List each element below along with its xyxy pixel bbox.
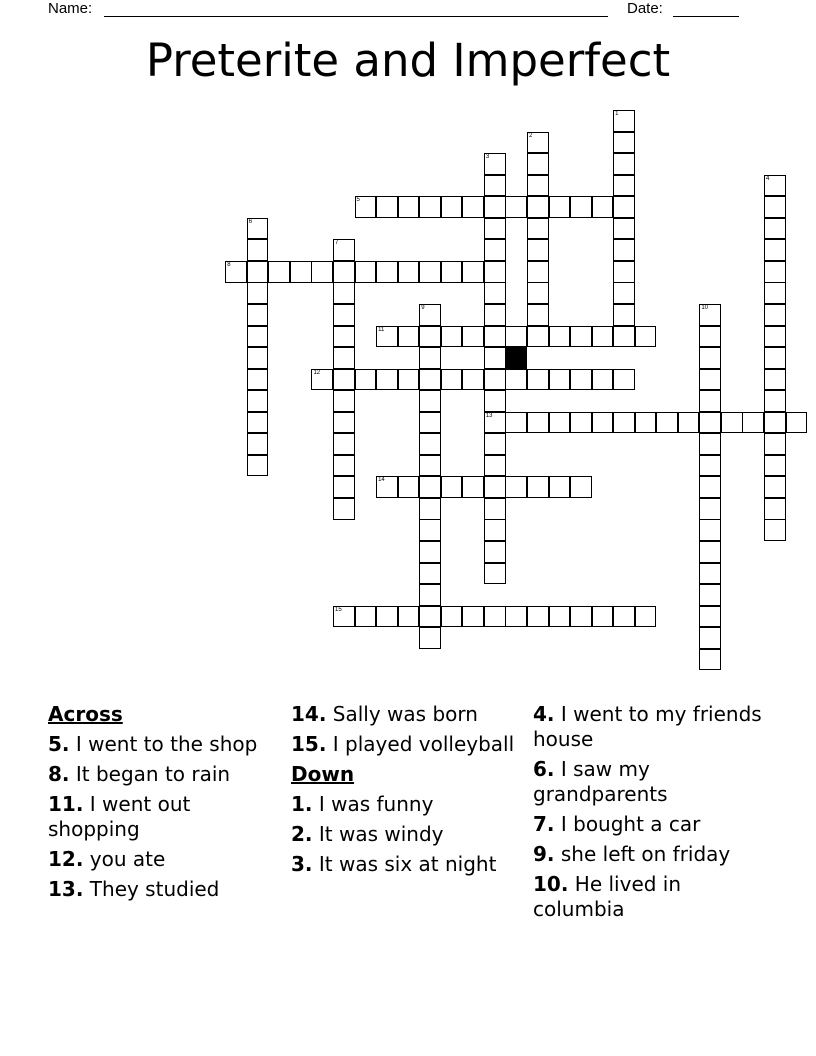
grid-cell[interactable]	[419, 347, 441, 369]
clue-number: 3	[485, 154, 490, 161]
clue-number: 10	[701, 304, 709, 311]
grid-cell[interactable]	[699, 584, 721, 606]
grid-cell[interactable]	[398, 196, 420, 218]
grid-cell[interactable]	[678, 412, 700, 434]
grid-cell[interactable]	[333, 390, 355, 412]
grid-cell[interactable]	[419, 519, 441, 541]
grid-cell[interactable]	[764, 498, 786, 520]
clue-text: you ate	[83, 847, 166, 871]
grid-cell[interactable]	[333, 606, 355, 628]
grid-cell[interactable]	[333, 326, 355, 348]
grid-cell[interactable]	[764, 369, 786, 391]
grid-cell[interactable]	[484, 498, 506, 520]
clue-number: 11	[378, 326, 385, 333]
grid-cell[interactable]	[699, 326, 721, 348]
grid-cell[interactable]	[484, 606, 506, 628]
clue-text: I went out shopping	[48, 792, 191, 841]
grid-cell[interactable]	[613, 239, 635, 261]
grid-cell[interactable]	[398, 261, 420, 283]
clue-item	[48, 877, 278, 902]
clue-number: 9	[421, 304, 425, 311]
grid-cell[interactable]	[355, 606, 377, 628]
clue-number: 14.	[291, 702, 327, 726]
clue-number: 5	[356, 197, 360, 204]
grid-cell[interactable]	[441, 196, 463, 218]
clue-number: 5.	[48, 732, 70, 756]
grid-cell[interactable]	[613, 282, 635, 304]
grid-cell[interactable]	[247, 218, 269, 240]
grid-cell[interactable]	[398, 606, 420, 628]
grid-cell[interactable]	[462, 606, 484, 628]
grid-cell[interactable]	[527, 326, 549, 348]
clue-number: 13.	[48, 877, 84, 901]
clue-number: 7	[335, 240, 339, 247]
clue-text: He lived in columbia	[533, 872, 682, 921]
grid-cell[interactable]	[505, 476, 527, 498]
clue-number: 12.	[48, 847, 84, 871]
grid-cell[interactable]	[764, 412, 786, 434]
grid-cell[interactable]	[764, 390, 786, 412]
grid-cell[interactable]	[376, 476, 398, 498]
grid-cell[interactable]	[613, 110, 635, 132]
grid-cell[interactable]	[419, 433, 441, 455]
grid-cell[interactable]	[376, 326, 398, 348]
grid-cell[interactable]	[505, 369, 527, 391]
grid-cell[interactable]	[441, 476, 463, 498]
grid-cell[interactable]	[398, 326, 420, 348]
grid-cell[interactable]	[764, 261, 786, 283]
grid-cell[interactable]	[527, 369, 549, 391]
clue-item	[533, 702, 763, 752]
clue-text: It was six at night	[312, 852, 497, 876]
clue-item	[533, 842, 763, 867]
grid-cell[interactable]	[419, 606, 441, 628]
grid-cell[interactable]	[527, 196, 549, 218]
grid-cell[interactable]	[592, 412, 614, 434]
clue-text: I played volleyball	[326, 732, 515, 756]
grid-cell[interactable]	[484, 175, 506, 197]
grid-cell[interactable]	[462, 476, 484, 498]
grid-cell[interactable]	[484, 304, 506, 326]
grid-cell[interactable]	[527, 218, 549, 240]
grid-cell[interactable]	[570, 412, 592, 434]
grid-cell[interactable]	[484, 433, 506, 455]
grid-cell[interactable]	[613, 326, 635, 348]
grid-cell[interactable]	[699, 390, 721, 412]
grid-cell[interactable]	[721, 412, 743, 434]
grid-cell[interactable]	[549, 369, 571, 391]
clue-item	[291, 792, 521, 817]
clue-number: 9.	[533, 842, 555, 866]
grid-cell[interactable]	[484, 541, 506, 563]
grid-cell[interactable]	[484, 390, 506, 412]
grid-cell[interactable]	[419, 369, 441, 391]
grid-cell[interactable]	[333, 412, 355, 434]
grid-cell[interactable]	[419, 498, 441, 520]
grid-cell[interactable]	[570, 476, 592, 498]
grid-cell[interactable]	[764, 196, 786, 218]
clue-item	[291, 702, 521, 727]
grid-cell[interactable]	[419, 563, 441, 585]
grid-cell[interactable]	[635, 326, 657, 348]
grid-cell[interactable]	[333, 476, 355, 498]
clue-number: 6	[248, 218, 253, 225]
grid-cell[interactable]	[484, 347, 506, 369]
grid-cell[interactable]	[311, 261, 333, 283]
grid-cell[interactable]	[527, 476, 549, 498]
grid-cell[interactable]	[247, 412, 269, 434]
clue-number: 7.	[533, 812, 555, 836]
clue-number: 2	[528, 132, 533, 139]
grid-cell[interactable]	[592, 606, 614, 628]
name-label: Name:	[48, 0, 93, 17]
clue-item	[48, 847, 278, 872]
grid-cell[interactable]	[549, 606, 571, 628]
grid-cell[interactable]	[613, 606, 635, 628]
grid-cell[interactable]	[247, 369, 269, 391]
grid-cell[interactable]	[290, 261, 312, 283]
clue-text: I went to my friends house	[533, 702, 762, 751]
grid-cell[interactable]	[462, 326, 484, 348]
grid-cell[interactable]	[613, 175, 635, 197]
grid-cell[interactable]	[484, 218, 506, 240]
grid-cell[interactable]	[549, 412, 571, 434]
clues-column-2	[291, 702, 521, 882]
clue-text: I saw my grandparents	[533, 757, 668, 806]
grid-cell[interactable]	[462, 196, 484, 218]
grid-cell[interactable]	[333, 498, 355, 520]
grid-cell[interactable]	[699, 476, 721, 498]
grid-cell[interactable]	[247, 326, 269, 348]
across-heading: Across	[48, 702, 123, 726]
grid-cell[interactable]	[592, 326, 614, 348]
grid-cell[interactable]	[484, 369, 506, 391]
grid-cell[interactable]	[419, 304, 441, 326]
grid-cell[interactable]	[570, 606, 592, 628]
grid-cell[interactable]	[592, 196, 614, 218]
grid-cell[interactable]	[699, 347, 721, 369]
grid-cell[interactable]	[225, 261, 247, 283]
clue-number: 4.	[533, 702, 555, 726]
grid-cell[interactable]	[527, 132, 549, 154]
clue-item	[533, 872, 763, 922]
grid-cell[interactable]	[419, 541, 441, 563]
grid-cell[interactable]	[484, 153, 506, 175]
grid-cell[interactable]	[570, 196, 592, 218]
grid-cell[interactable]	[549, 326, 571, 348]
grid-cell[interactable]	[505, 326, 527, 348]
grid-cell[interactable]	[764, 519, 786, 541]
grid-cell[interactable]	[484, 282, 506, 304]
grid-cell[interactable]	[527, 412, 549, 434]
grid-cell[interactable]	[247, 261, 269, 283]
grid-cell[interactable]	[699, 455, 721, 477]
grid-cell[interactable]	[699, 412, 721, 434]
grid-cell[interactable]	[699, 433, 721, 455]
clue-item	[533, 757, 763, 807]
grid-cell[interactable]	[527, 282, 549, 304]
grid-cell[interactable]	[764, 304, 786, 326]
grid-cell[interactable]	[376, 196, 398, 218]
grid-cell[interactable]	[592, 369, 614, 391]
grid-cell[interactable]	[462, 261, 484, 283]
grid-cell[interactable]	[419, 326, 441, 348]
grid-cell[interactable]	[527, 239, 549, 261]
clue-number: 14	[378, 477, 385, 484]
grid-cell[interactable]	[311, 369, 333, 391]
clue-number: 1	[615, 111, 619, 117]
grid-cell[interactable]	[419, 261, 441, 283]
grid-cell[interactable]	[613, 412, 635, 434]
clue-number: 11.	[48, 792, 84, 816]
grid-cell[interactable]	[549, 196, 571, 218]
grid-cell[interactable]	[699, 649, 721, 671]
grid-cell[interactable]	[484, 519, 506, 541]
clue-number: 13	[485, 412, 493, 419]
clue-item	[291, 822, 521, 847]
grid-cell[interactable]	[484, 563, 506, 585]
grid-cell[interactable]	[268, 261, 290, 283]
grid-cell[interactable]	[613, 304, 635, 326]
grid-cell[interactable]	[764, 282, 786, 304]
grid-cell[interactable]	[699, 606, 721, 628]
grid-cell[interactable]	[419, 390, 441, 412]
clue-text: It was windy	[312, 822, 444, 846]
clue-item	[291, 732, 521, 757]
grid-cell[interactable]	[613, 132, 635, 154]
clues-column-3	[533, 702, 763, 927]
grid-cell[interactable]	[527, 175, 549, 197]
grid-cell[interactable]	[764, 218, 786, 240]
grid-cell[interactable]	[699, 304, 721, 326]
grid-cell[interactable]	[333, 433, 355, 455]
grid-cell[interactable]	[441, 369, 463, 391]
grid-cell[interactable]	[419, 196, 441, 218]
clue-number: 3.	[291, 852, 313, 876]
grid-cell[interactable]	[419, 584, 441, 606]
grid-cell[interactable]	[419, 455, 441, 477]
clue-number: 12	[313, 369, 321, 376]
grid-cell[interactable]	[699, 563, 721, 585]
grid-cell[interactable]	[441, 606, 463, 628]
grid-cell[interactable]	[484, 455, 506, 477]
grid-cell[interactable]	[570, 326, 592, 348]
grid-cell[interactable]	[355, 196, 377, 218]
date-label: Date:	[627, 0, 663, 17]
grid-cell[interactable]	[484, 326, 506, 348]
grid-cell[interactable]	[333, 239, 355, 261]
clue-number: 15	[335, 606, 342, 613]
grid-cell[interactable]	[742, 412, 764, 434]
clue-text: she left on friday	[554, 842, 731, 866]
grid-cell[interactable]	[549, 476, 571, 498]
grid-cell[interactable]	[247, 239, 269, 261]
grid-cell[interactable]	[699, 541, 721, 563]
grid-cell[interactable]	[484, 476, 506, 498]
grid-cell[interactable]	[699, 627, 721, 649]
clue-text: Sally was born	[326, 702, 478, 726]
grid-cell[interactable]	[613, 369, 635, 391]
clue-text: It began to rain	[69, 762, 231, 786]
clue-number: 4	[766, 175, 770, 182]
grid-cell[interactable]	[527, 606, 549, 628]
grid-cell[interactable]	[505, 196, 527, 218]
grid-cell[interactable]	[355, 369, 377, 391]
grid-cell[interactable]	[505, 606, 527, 628]
grid-cell[interactable]	[570, 369, 592, 391]
grid-cell[interactable]	[613, 196, 635, 218]
clue-text: They studied	[83, 877, 220, 901]
grid-cell[interactable]	[656, 412, 678, 434]
grid-cell[interactable]	[764, 347, 786, 369]
grid-cell[interactable]	[419, 412, 441, 434]
grid-cell[interactable]	[635, 606, 657, 628]
grid-cell[interactable]	[333, 369, 355, 391]
grid-cell[interactable]	[247, 304, 269, 326]
grid-cell[interactable]	[462, 369, 484, 391]
clues-column-1	[48, 702, 278, 907]
grid-cell[interactable]	[247, 282, 269, 304]
grid-cell[interactable]	[247, 347, 269, 369]
grid-cell[interactable]	[764, 326, 786, 348]
grid-cell[interactable]	[635, 412, 657, 434]
clue-item	[48, 792, 278, 842]
clue-number: 6.	[533, 757, 555, 781]
grid-cell[interactable]	[333, 304, 355, 326]
grid-cell[interactable]	[764, 433, 786, 455]
grid-cell[interactable]	[376, 369, 398, 391]
grid-cell[interactable]	[484, 412, 506, 434]
grid-cell[interactable]	[527, 304, 549, 326]
clue-item	[533, 812, 763, 837]
grid-cell[interactable]	[333, 282, 355, 304]
grid-cell[interactable]	[355, 261, 377, 283]
grid-cell[interactable]	[247, 455, 269, 477]
grid-cell[interactable]	[419, 627, 441, 649]
grid-cell[interactable]	[333, 347, 355, 369]
page-title: Preterite and Imperfect	[145, 34, 671, 87]
clue-number: 1.	[291, 792, 313, 816]
clue-number: 8.	[48, 762, 70, 786]
grid-cell[interactable]	[441, 261, 463, 283]
grid-cell[interactable]	[376, 606, 398, 628]
clue-number: 15.	[291, 732, 327, 756]
grid-cell[interactable]	[484, 196, 506, 218]
grid-cell[interactable]	[333, 261, 355, 283]
clue-number: 2.	[291, 822, 313, 846]
clue-number: 8	[227, 261, 231, 268]
clue-text: I bought a car	[554, 812, 701, 836]
grid-cell[interactable]	[484, 261, 506, 283]
grid-cell[interactable]	[398, 476, 420, 498]
grid-cell[interactable]	[247, 390, 269, 412]
clue-item	[48, 762, 278, 787]
down-heading: Down	[291, 762, 355, 786]
grid-cell[interactable]	[398, 369, 420, 391]
grid-cell[interactable]	[527, 153, 549, 175]
grid-cell[interactable]	[484, 239, 506, 261]
grid-cell[interactable]	[764, 476, 786, 498]
clue-item	[291, 852, 521, 877]
grid-cell[interactable]	[764, 175, 786, 197]
grid-cell[interactable]	[613, 153, 635, 175]
grid-cell[interactable]	[699, 498, 721, 520]
grid-cell[interactable]	[376, 261, 398, 283]
grid-cell[interactable]	[419, 476, 441, 498]
grid-cell[interactable]	[699, 369, 721, 391]
grid-cell[interactable]	[764, 455, 786, 477]
grid-cell[interactable]	[613, 218, 635, 240]
clue-text: I was funny	[312, 792, 434, 816]
grid-cell[interactable]	[613, 261, 635, 283]
clue-number: 10.	[533, 872, 569, 896]
grid-cell[interactable]	[764, 239, 786, 261]
grid-cell[interactable]	[786, 412, 808, 434]
grid-cell[interactable]	[333, 455, 355, 477]
black-cell	[505, 347, 527, 369]
grid-cell[interactable]	[441, 326, 463, 348]
clue-text: I went to the shop	[69, 732, 258, 756]
grid-cell[interactable]	[527, 261, 549, 283]
grid-cell[interactable]	[247, 433, 269, 455]
grid-cell[interactable]	[505, 412, 527, 434]
grid-cell[interactable]	[699, 519, 721, 541]
clue-item	[48, 732, 278, 757]
